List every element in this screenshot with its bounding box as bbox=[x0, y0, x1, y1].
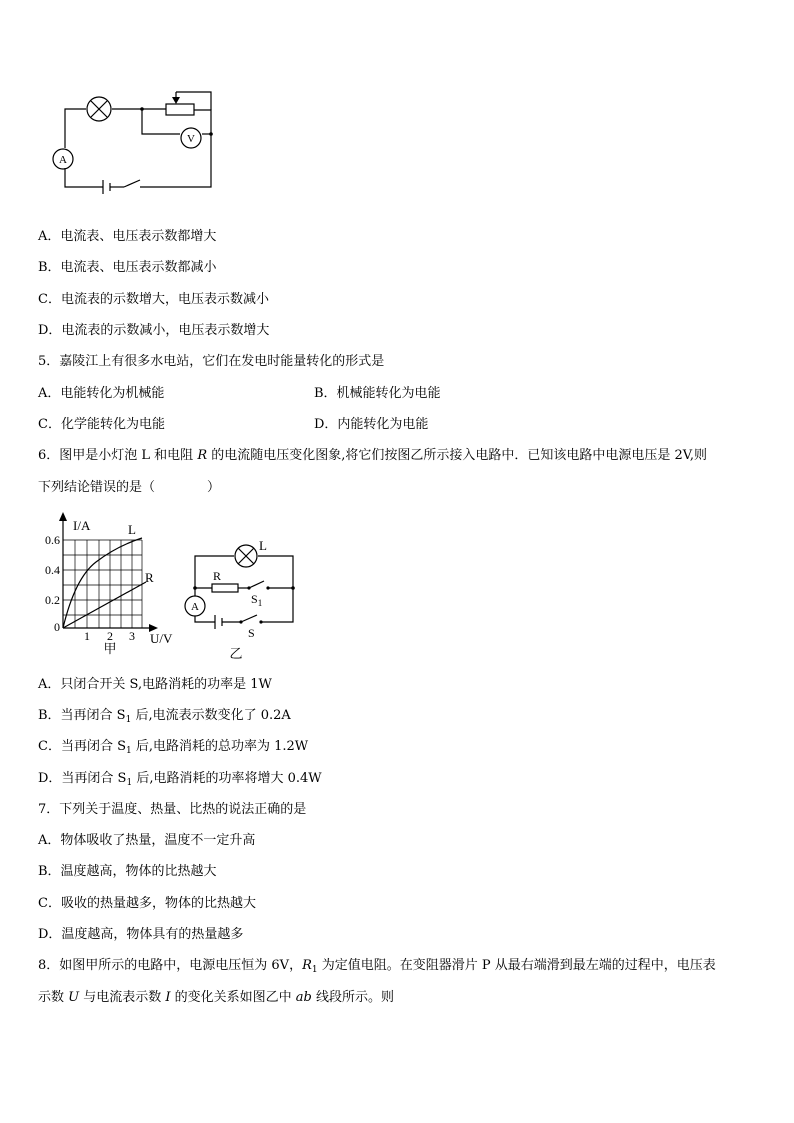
q4-voltmeter bbox=[181, 128, 201, 148]
q6-xtick-3: 3 bbox=[129, 629, 135, 643]
q6-ytick-02: 0.2 bbox=[45, 593, 60, 607]
q6-battery bbox=[215, 615, 222, 629]
q6-option-b: B．当再闭合 $S_1$ 后,电流表示数变化了 0.2A bbox=[38, 708, 291, 725]
q4-voltmeter-label: V bbox=[187, 133, 195, 145]
q5-option-b: B．机械能转化为电能 bbox=[314, 386, 441, 401]
q6-option-a: A．只闭合开关 S,电路消耗的功率是 1W bbox=[38, 677, 272, 692]
q4-option-d: D．电流表的示数减小，电压表示数增大 bbox=[38, 323, 270, 338]
q6-switch-label: S bbox=[248, 626, 255, 640]
q6-ytick-04: 0.4 bbox=[45, 563, 60, 577]
q6-ammeter bbox=[185, 596, 205, 616]
q6-switch1-label: $S_1$ bbox=[251, 592, 263, 608]
q6-curve-l-label: L bbox=[128, 522, 136, 537]
q6-stem: 6．图甲是小灯泡 L 和电阻 R 的电流随电压变化图象,将它们按图乙所示接入电路中．已知该电路中电源电压是 2V,则 bbox=[38, 448, 708, 463]
q5-option-c: C．化学能转化为电能 bbox=[38, 417, 165, 432]
q6-resistor-label: R bbox=[213, 569, 222, 583]
q7-option-a: A．物体吸收了热量，温度不一定升高 bbox=[38, 833, 256, 848]
q8-stem-line2: 示数 U 与电流表示数 I 的变化关系如图乙中 ab 线段所示。则 bbox=[38, 990, 394, 1005]
q7-option-c: C．吸收的热量越多，物体的比热越大 bbox=[38, 896, 256, 911]
q6-stem-line2: 下列结论错误的是（ ） bbox=[38, 480, 221, 495]
q6-ytick-0: 0 bbox=[54, 620, 60, 634]
q4-option-c: C．电流表的示数增大，电压表示数减小 bbox=[38, 292, 269, 307]
q4-switch bbox=[124, 180, 140, 187]
q4-circuit-diagram bbox=[0, 0, 794, 200]
q6-option-c: C．当再闭合 $S_1$ 后,电路消耗的总功率为 1.2W bbox=[38, 739, 309, 756]
q5-option-a: A．电能转化为机械能 bbox=[38, 386, 165, 401]
q6-ammeter-label: A bbox=[191, 601, 199, 613]
q4-ammeter bbox=[53, 149, 73, 169]
q4-battery bbox=[103, 180, 110, 194]
q6-switch-s bbox=[239, 615, 262, 640]
q6-circuit-caption: 乙 bbox=[229, 646, 243, 661]
q8-stem: 8．如图甲所示的电路中，电源电压恒为 6V，$R_1$ 为定值电阻。在变阻器滑片 P 从最右端滑到最左端的过程中，电压表 bbox=[38, 958, 716, 975]
q6-switch-s1 bbox=[247, 581, 269, 608]
q6-graph-ylabel: I/A bbox=[73, 518, 91, 533]
q6-option-d: D．当再闭合 $S_1$ 后,电路消耗的功率将增大 0.4W bbox=[38, 771, 322, 788]
q6-lamp-label: L bbox=[259, 538, 267, 553]
q4-option-a: A．电流表、电压表示数都增大 bbox=[38, 229, 217, 244]
q6-circuit-yi bbox=[0, 500, 794, 700]
q4-lamp bbox=[87, 97, 111, 121]
q6-xtick-1: 1 bbox=[84, 629, 90, 643]
q6-circuit-wires bbox=[195, 556, 293, 622]
q4-option-b: B．电流表、电压表示数都减小 bbox=[38, 260, 217, 275]
q7-stem: 7．下列关于温度、热量、比热的说法正确的是 bbox=[38, 802, 307, 817]
q6-graph-caption: 甲 bbox=[103, 641, 117, 656]
q6-resistor-r bbox=[212, 569, 238, 592]
q6-ytick-06: 0.6 bbox=[45, 533, 60, 547]
q6-graph-xlabel: U/V bbox=[150, 631, 173, 646]
q4-ammeter-label: A bbox=[59, 154, 67, 166]
q6-line-r-label: R bbox=[145, 570, 154, 585]
q5-option-d: D．内能转化为电能 bbox=[314, 417, 429, 432]
q7-option-b: B．温度越高，物体的比热越大 bbox=[38, 864, 217, 879]
q7-option-d: D．温度越高，物体具有的热量越多 bbox=[38, 927, 244, 942]
q4-rheostat bbox=[166, 97, 194, 115]
q5-stem: 5．嘉陵江上有很多水电站，它们在发电时能量转化的形式是 bbox=[38, 354, 385, 369]
q6-lamp-l bbox=[235, 538, 267, 567]
q6-xtick-2: 2 bbox=[107, 629, 113, 643]
